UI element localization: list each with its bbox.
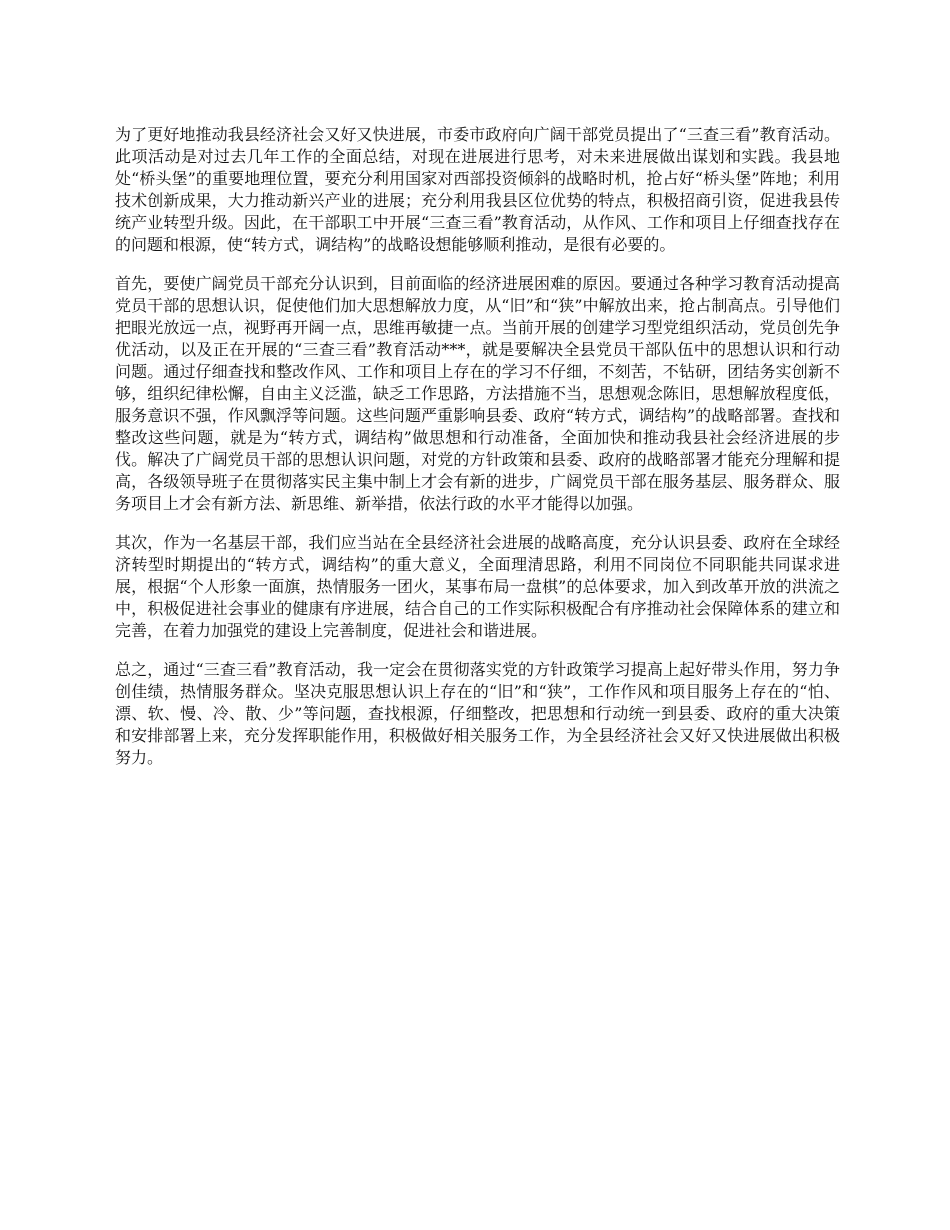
paragraph-second: 其次，作为一名基层干部，我们应当站在全县经济社会进展的战略高度，充分认识县委、政府在全球经济转型时期提出的“转方式，调结构”的重大意义，全面理清思路，利用不同岗位不同职能共同谋求进展，根据“个人形象一面旗，热情服务一团火，某事布局一盘棋”的总体要求，加入到改革开放的洪流之中，积极促进社会事业的健康有序进展，结合自己的工作实际积极配合有序推动社会保障体系的建立和完善，在着力加强党的建设上完善制度，促进社会和谐进展。 [115, 533, 840, 640]
paragraph-first: 首先，要使广阔党员干部充分认识到，目前面临的经济进展困难的原因。要通过各种学习教育活动提高党员干部的思想认识，促使他们加大思想解放力度，从“旧”和“狭”中解放出来，抢占制高点。引导他们把眼光放远一点，视野再开阔一点，思维再敏捷一点。当前开展的创建学习型党组织活动，党员创先争优活动，以及正在开展的“三查三看”教育活动***，就是要解决全县党员干部队伍中的思想认识和行动问题。通过仔细查找和整改作风、工作和项目上存在的学习不仔细，不刻苦，不钻研，团结务实创新不够，组织纪律松懈，自由主义泛滥，缺乏工作思路，方法措施不当，思想观念陈旧，思想解放程度低，服务意识不强，作风飘浮等问题。这些问题严重影响县委、政府“转方式，调结构”的战略部署。查找和整改这些问题，就是为“转方式，调结构”做思想和行动准备，全面加快和推动我县社会经济进展的步伐。解决了广阔党员干部的思想认识问题，对党的方针政策和县委、政府的战略部署才能充分理解和提高，各级领导班子在贯彻落实民主集中制上才会有新的进步，广阔党员干部在服务基层、服务群众、服务项目上才会有新方法、新思维、新举措，依法行政的水平才能得以加强。 [115, 274, 840, 513]
paragraph-intro: 为了更好地推动我县经济社会又好又快进展，市委市政府向广阔干部党员提出了“三查三看”教育活动。此项活动是对过去几年工作的全面总结，对现在进展进行思考，对未来进展做出谋划和实践。我县地处“桥头堡”的重要地理位置，要充分利用国家对西部投资倾斜的战略时机，抢占好“桥头堡”阵地；利用技术创新成果，大力推动新兴产业的进展；充分利用我县区位优势的特点，积极招商引资，促进我县传统产业转型升级。因此，在干部职工中开展“三查三看”教育活动，从作风、工作和项目上仔细查找存在的问题和根源，使“转方式，调结构”的战略设想能够顺利推动，是很有必要的。 [115, 125, 840, 254]
document-body [115, 124, 840, 786]
paragraph-conclusion: 总之，通过“三查三看”教育活动，我一定会在贯彻落实党的方针政策学习提高上起好带头作用，努力争创佳绩，热情服务群众。坚决克服思想认识上存在的“旧”和“狭”，工作作风和项目服务上存在的“怕、漂、软、慢、冷、散、少”等问题，查找根源，仔细整改，把思想和行动统一到县委、政府的重大决策和安排部署上来，充分发挥职能作用，积极做好相关服务工作，为全县经济社会又好又快进展做出积极努力。 [115, 660, 840, 767]
